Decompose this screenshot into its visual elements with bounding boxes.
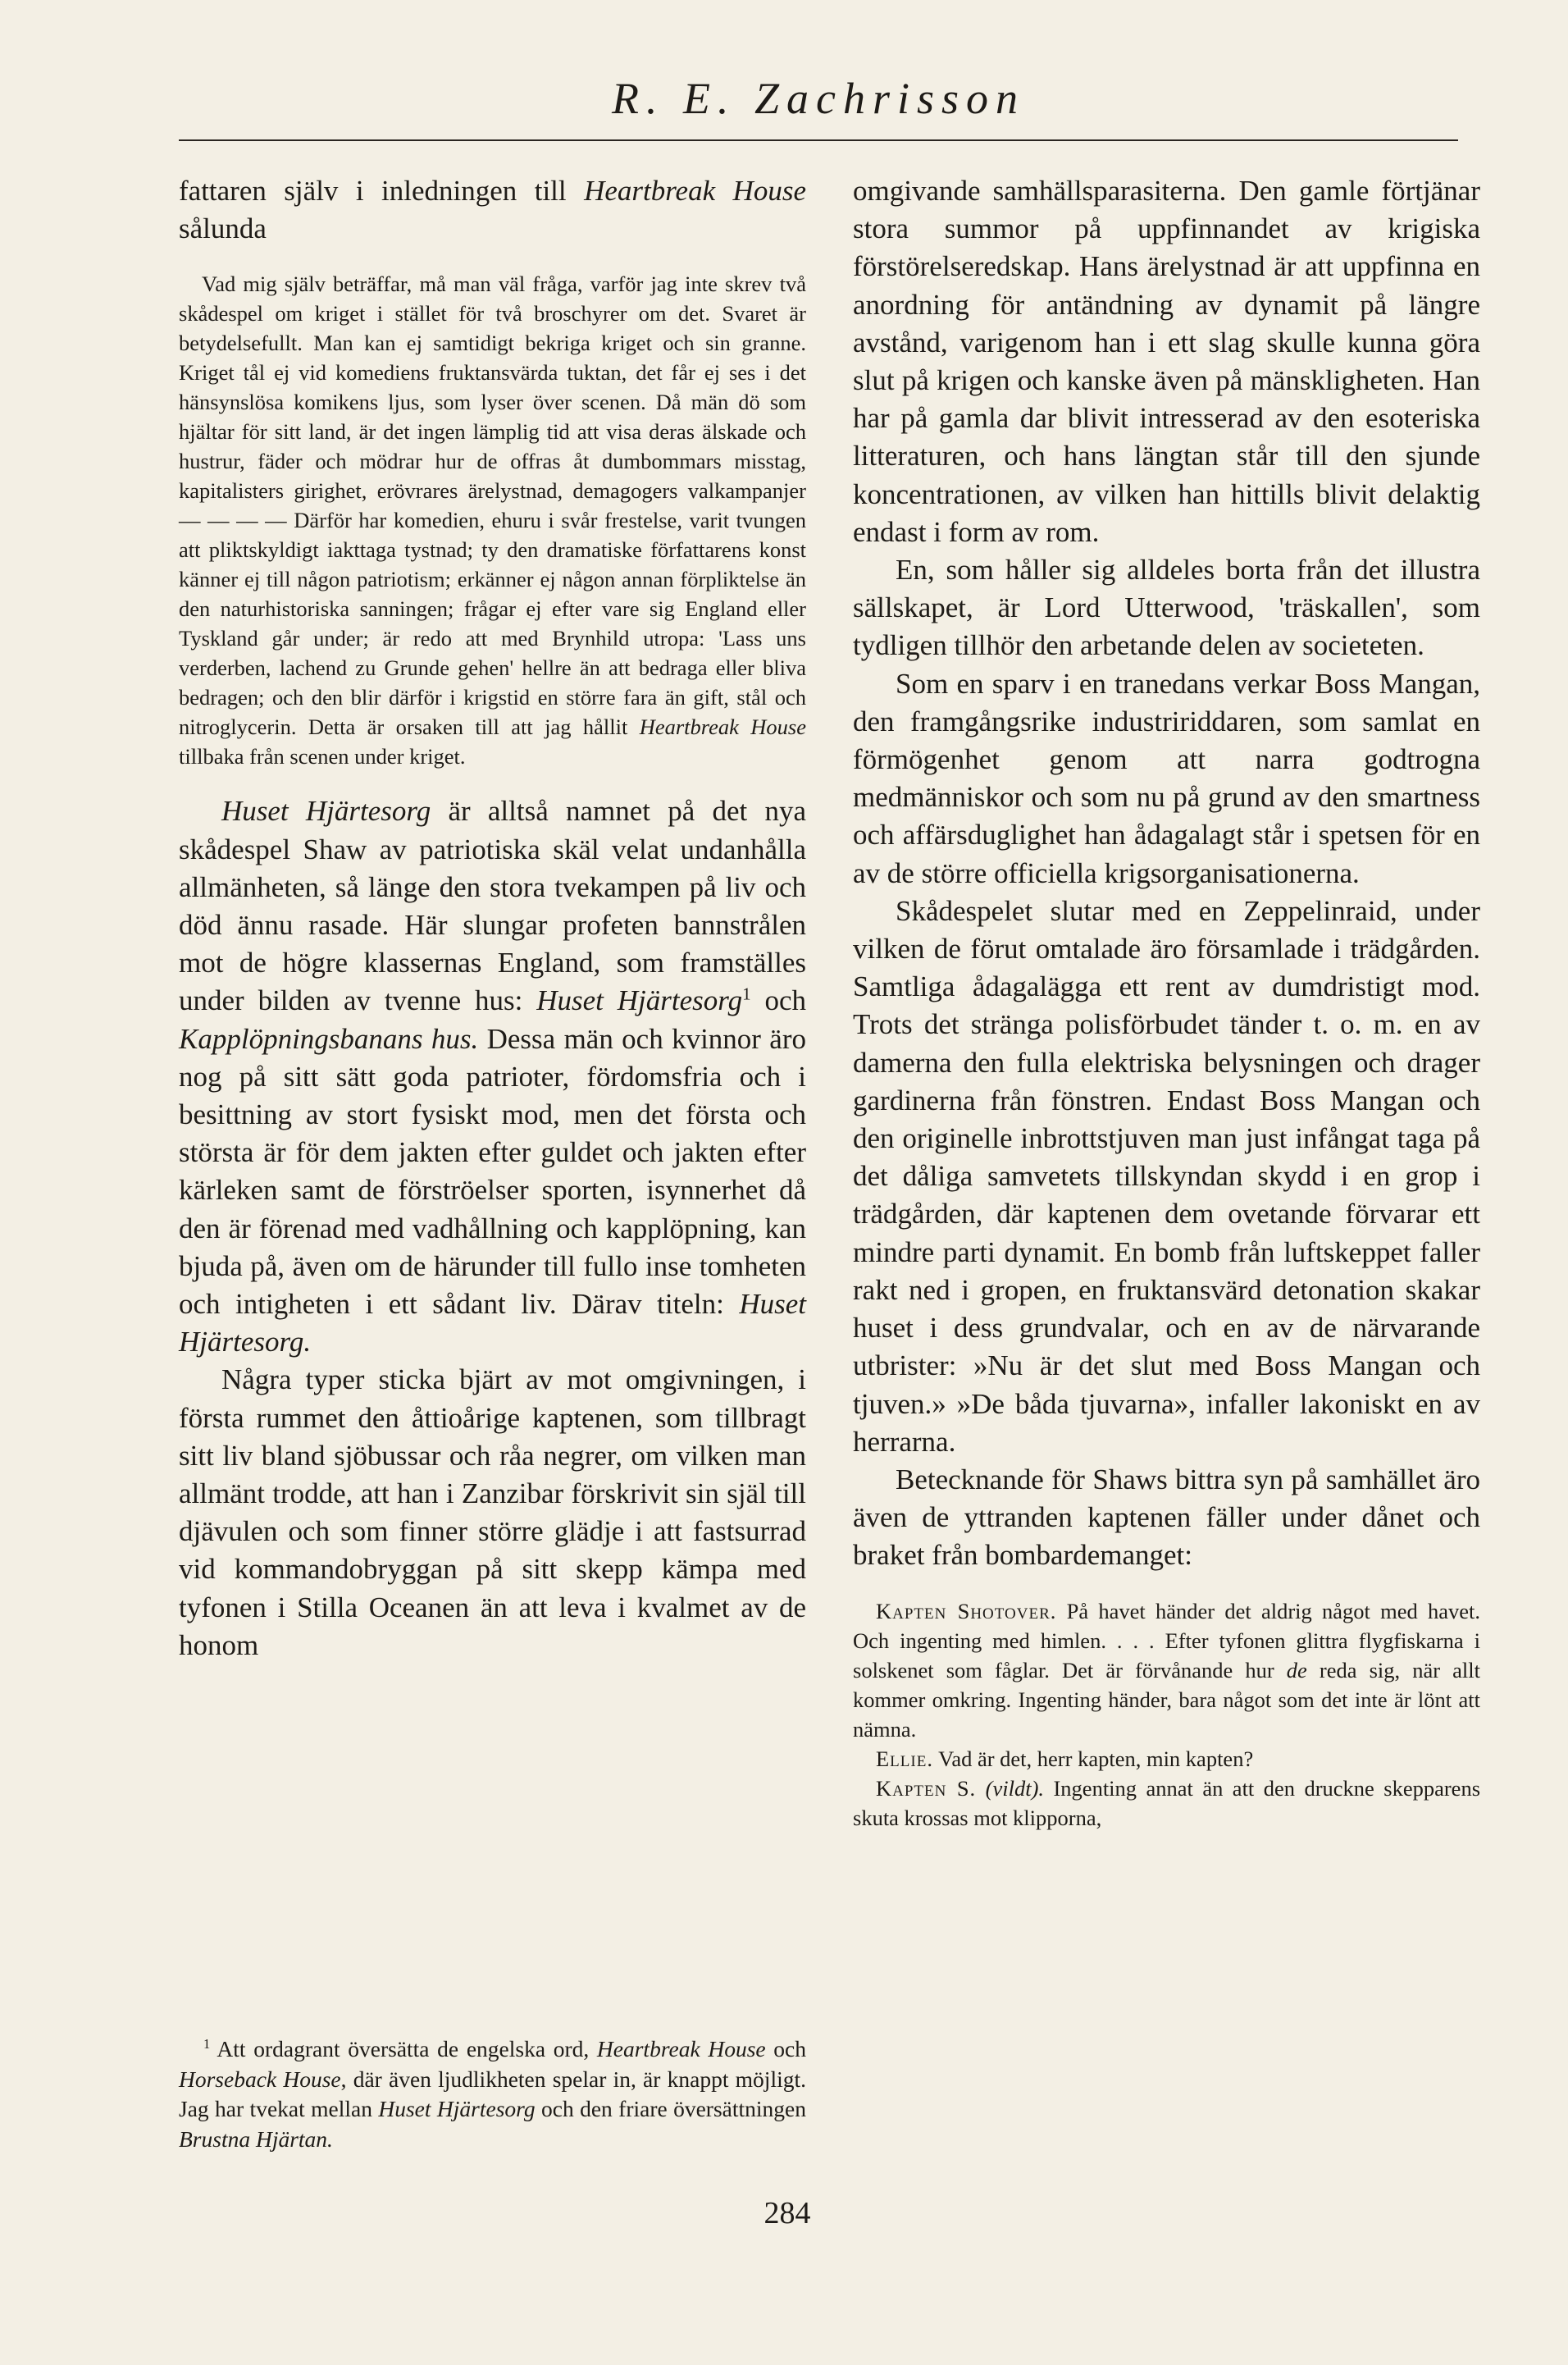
body-paragraph-2: Några typer sticka bjärt av mot omgivningen, i första rummet den åttioårige kaptenen, som tillbragt sitt liv bland sjöbussar och råa negrer, om vilken man allmänt trodde, att han i Zanzibar förskrivit sin själ till djävulen och som finner större glädje i att fastsurrad vid kommandobryggan på sitt skepp kämpa med tyfonen i Stilla Oceanen än att leva i kvalmet av de honom bbox=[179, 1363, 806, 1661]
footnote-mark: 1 bbox=[203, 2035, 211, 2052]
dialogue-text: Vad är det, herr kapten, min kapten? bbox=[932, 1746, 1254, 1771]
header-rule bbox=[179, 139, 1458, 141]
body-text: och bbox=[750, 984, 806, 1017]
right-paragraph-1: omgivande samhällsparasiterna. Den gamle förtjänar stora summor på uppfinnandet av krigiska förstörelseredskap. Hans ärelystnad är att uppfinna en anordning för antändning av dynamit på längre avstånd, varigenom han i ett slag skulle kunna göra slut på krigen och kanske även på mänskligheten. Han har på gamla dar blivit intresserad av den esoteriska litteraturen, och hans längtan står till den sjunde koncentrationen, av vilken han hittills blivit delaktig endast i form av rom. bbox=[853, 175, 1480, 548]
play-dialogue-excerpt bbox=[853, 1596, 1480, 1833]
quote-text: Vad mig själv beträffar, må man väl fråga, varför jag inte skrev två skådespel om kriget i stället för två broschyrer om det. Svaret är betydelsefullt. Man kan ej samtidigt bekriga kriget och sin granne. Kriget tål ej vid komediens fruktansvärda tuktan, det får ej ses i det hänsynslösa komikens ljus, som lyser över scenen. Då män dö som hjältar för sitt land, är det ingen lämplig tid att visa deras älskade och hustrur, fäder och mödrar hur de offras åt dumbommars misstag, kapitalisters girighet, erövrares ärelystnad, demagogers valkampanjer — — — — Därför har komedien, ehuru i svår frestelse, varit tvungen att pliktskyldigt iakttaga tystnad; ty den dramatiske författarens konst känner ej till någon patriotism; erkänner ej någon annan förpliktelse än den naturhistoriska sanningen; frågar ej efter vare sig England eller Tyskland går under; är redo att med Brynhild utropa: 'Lass uns verderben, lachend zu Grunde gehen' hellre än att bedraga eller bliva bedragen; och den blir därför i krigstid en större fara än gift, stål och nitroglycerin. Detta är orsaken till att jag hållit bbox=[179, 272, 806, 740]
running-header: R. E. Zachrisson bbox=[611, 74, 1026, 123]
right-paragraph-5: Betecknande för Shaws bittra syn på samhället äro även de yttranden kaptenen fäller under dånet och braket från bombardemanget: bbox=[853, 1463, 1480, 1572]
quote-paragraph bbox=[179, 269, 806, 771]
dialogue-line-kapten bbox=[853, 1774, 1480, 1833]
footnote-part: Att ordagrant översätta de engelska ord, bbox=[210, 2036, 597, 2061]
footnote-title: Brustna Hjärtan. bbox=[179, 2125, 333, 2152]
footnote-title: Horseback House bbox=[179, 2066, 341, 2092]
play-title-huset-hjartesorg-3: Huset Hjärtesorg. bbox=[179, 1288, 806, 1358]
quote-text-end: tillbaka från scenen under kriget. bbox=[179, 744, 466, 769]
speaker-name: Ellie. bbox=[876, 1746, 933, 1771]
dialogue-emphasis: de bbox=[1286, 1657, 1307, 1682]
dialogue-text: reda sig, när allt kommer omkring. Ingenting händer, bara något som det inte är lönt att nämna. bbox=[853, 1657, 1480, 1742]
body-paragraph-1 bbox=[179, 792, 806, 1361]
dialogue-text: Ingenting annat än att den druckne skepparens skuta krossas mot klipporna, bbox=[853, 1775, 1481, 1830]
play-title-huset-hjartesorg-2: Huset Hjärtesorg bbox=[536, 984, 743, 1017]
footnote-title: Heartbreak House bbox=[596, 2036, 766, 2061]
speaker-name: Kapten S. bbox=[876, 1775, 977, 1801]
footnote-title: Huset Hjärtesorg bbox=[378, 2096, 536, 2121]
footnote-part: och den friare översättningen bbox=[535, 2096, 806, 2121]
right-paragraph-2: En, som håller sig alldeles borta från det illustra sällskapet, är Lord Utterwood, 'träskallen', som tydligen tillhör den arbetande delen av societeten. bbox=[853, 554, 1480, 662]
footnote-text bbox=[179, 2034, 806, 2154]
left-column bbox=[179, 172, 806, 1664]
body-text: är alltså namnet på det nya skådespel Shaw av patriotiska skäl velat undanhålla allmänheten, så länge den stora tvekampen på liv och död ännu rasade. Här slungar profeten bannstrålen mot de högre klassernas England, som framställes under bilden av tvenne hus: bbox=[179, 795, 806, 1017]
shaw-preface-quote bbox=[179, 269, 806, 771]
page-number: 284 bbox=[763, 2196, 811, 2230]
dialogue-line-shotover bbox=[853, 1596, 1480, 1744]
speaker-name: Kapten Shotover. bbox=[876, 1598, 1057, 1623]
right-paragraph-3: Som en sparv i en tranedans verkar Boss Mangan, den framgångsrike industririddaren, som samlat en förmögenhet genom att narra godtrogna medmänniskor och som nu på grund av den smartness och affärsduglighet han ådagalagt står i spetsen för en av de större officiella krigsorganisationerna. bbox=[853, 667, 1480, 889]
dialogue-text: På havet händer det aldrig något med havet. Och ingenting med himlen. . . . Efter tyfonen glittra flygfiskarna i solskenet som fåglar. Det är förvånande hur bbox=[853, 1598, 1480, 1682]
stage-direction: (vildt). bbox=[985, 1775, 1045, 1801]
intro-paragraph bbox=[179, 172, 806, 248]
intro-play-title: Heartbreak House bbox=[584, 175, 806, 207]
footnote-part: och bbox=[765, 2036, 806, 2061]
intro-text-end: sålunda bbox=[179, 212, 267, 245]
right-column bbox=[853, 172, 1480, 1854]
footnote bbox=[179, 2034, 806, 2154]
body-text: Dessa män och kvinnor äro nog på sitt sätt goda patrioter, fördomsfria och i besittning av stort fysiskt mod, men det första och största är för dem jakten efter guldet och jakten efter kärleken samt de förströelser sporten, isynnerhet då den är förenad med vadhållning och kapplöpning, kan bjuda på, även om de härunder till fullo inse tomheten och intigheten i ett sådant liv. Därav titeln: bbox=[179, 1022, 806, 1321]
footnote-part: , där även ljudlikheten spelar in, är knappt möjligt. Jag har tvekat mellan bbox=[179, 2066, 806, 2121]
footnote-reference: 1 bbox=[742, 984, 751, 1004]
dialogue-line-ellie bbox=[853, 1744, 1480, 1774]
right-paragraph-4: Skådespelet slutar med en Zeppelinraid, under vilken de förut omtalade äro församlade i trädgården. Samtliga ådagalägga ett rent av dumdristigt mod. Trots det stränga polisförbudet tänder t. o. m. en av damerna den fulla elektriska belysningen och drager gardinerna från fönstren. Endast Boss Mangan och den originelle inbrottstjuven man just infångat taga på det dåliga samvetets tillskyndan skydd i en grop i trädgården, där kaptenen dem ovetande förvarar ett mindre parti dynamit. En bomb från luftskeppet faller rakt ned i gropen, en fruktansvärd detonation skakar huset i dess grundvalar, och en av de närvarande utbrister: »Nu är det slut med Boss Mangan och tjuven.» »De båda tjuvarna», infaller lakoniskt en av herrarna. bbox=[853, 894, 1480, 1458]
play-title-huset-hjartesorg: Huset Hjärtesorg bbox=[221, 795, 431, 828]
intro-text: fattaren själv i inledningen till bbox=[179, 175, 585, 207]
quote-play-title: Heartbreak House bbox=[639, 715, 806, 740]
play-title-kapplopningsbanans-hus: Kapplöpningsbanans hus. bbox=[179, 1022, 479, 1055]
